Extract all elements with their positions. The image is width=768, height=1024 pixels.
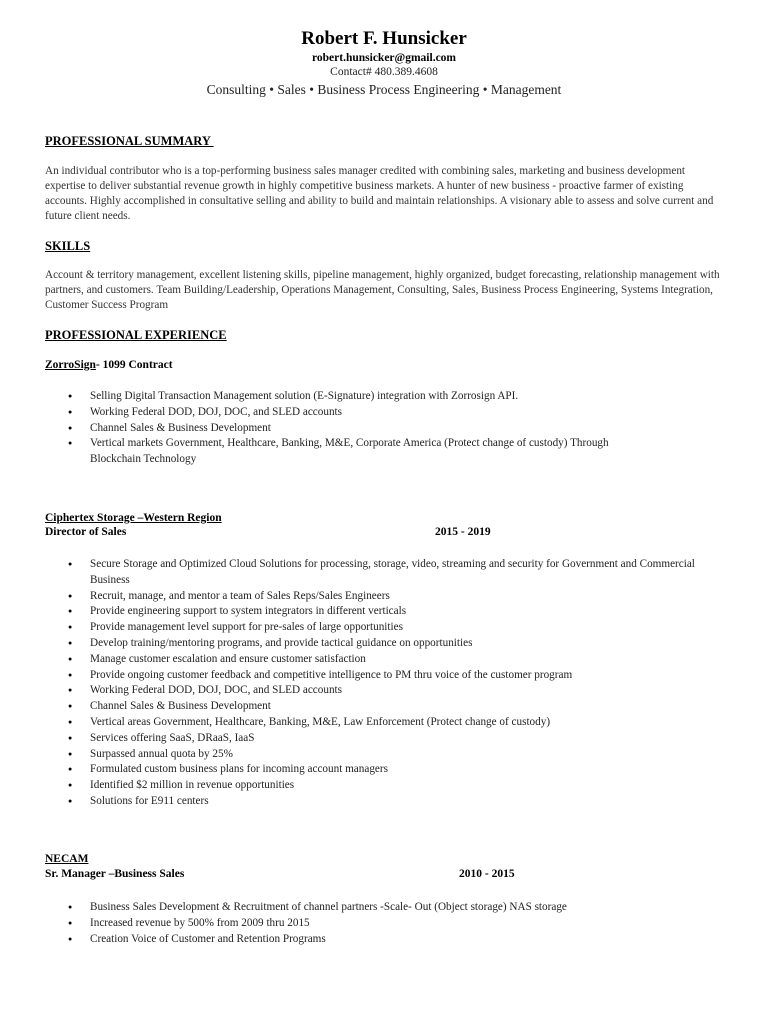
job-role: Director of Sales (45, 526, 127, 538)
list-item: ● Channel Sales & Business Development (68, 699, 718, 715)
list-item: ● Develop training/mentoring programs, and provide tactical guidance on opportunities (68, 636, 718, 652)
candidate-name: Robert F. Hunsicker (301, 28, 467, 49)
list-item: ● Provide ongoing customer feedback and competitive intelligence to PM thru voice of the customer program (68, 668, 718, 684)
job-dates: 2015 - 2019 (435, 526, 491, 538)
job-bullets-zorrosign (68, 389, 718, 468)
list-item: ● Vertical areas Government, Healthcare, Banking, M&E, Law Enforcement (Protect change of custody) (68, 715, 718, 731)
list-item: ● Selling Digital Transaction Management solution (E-Signature) integration with Zorrosign API. (68, 389, 718, 405)
list-item: ● Channel Sales & Business Development (68, 421, 718, 437)
list-item: ● Recruit, manage, and mentor a team of Sales Reps/Sales Engineers (68, 589, 718, 605)
job-company-necam (45, 853, 88, 865)
job-dates: 2010 - 2015 (459, 868, 515, 880)
job-role: Sr. Manager –Business Sales (45, 868, 185, 880)
list-item: ● Solutions for E911 centers (68, 794, 718, 810)
list-item: ● Manage customer escalation and ensure customer satisfaction (68, 652, 718, 668)
company-name: Ciphertex Storage –Western Region (45, 512, 222, 524)
email-address[interactable]: robert.hunsicker@gmail.com (312, 52, 456, 64)
list-item: ● Provide engineering support to system integrators in different verticals (68, 604, 718, 620)
job-company-ciphertex (45, 512, 222, 524)
list-item: ● Creation Voice of Customer and Retention Programs (68, 932, 718, 948)
tagline: Consulting • Sales • Business Process Engineering • Management (206, 82, 562, 97)
list-item: ● Formulated custom business plans for incoming account managers (68, 762, 718, 778)
list-item: ● Vertical markets Government, Healthcare, Banking, M&E, Corporate America (Protect change of custody) Through Blockchain Technology (68, 436, 650, 468)
list-item: ● Secure Storage and Optimized Cloud Solutions for processing, storage, video, streaming and security for Government and Commercial Business (68, 557, 718, 589)
list-item: ● Identified $2 million in revenue opportunities (68, 778, 718, 794)
list-item: ● Business Sales Development & Recruitment of channel partners -Scale- Out (Object storage) NAS storage (68, 900, 718, 916)
company-name: ZorroSign (45, 359, 96, 371)
list-item: ● Services offering SaaS, DRaaS, IaaS (68, 731, 718, 747)
job-bullets-ciphertex (68, 557, 718, 810)
list-item: ● Working Federal DOD, DOJ, DOC, and SLED accounts (68, 405, 718, 421)
list-item: ● Increased revenue by 500% from 2009 thru 2015 (68, 916, 718, 932)
experience-heading: PROFESSIONAL EXPERIENCE (45, 328, 227, 342)
company-suffix: - 1099 Contract (95, 359, 173, 371)
summary-text: An individual contributor who is a top-performing business sales manager credited with combining sales, marketing and business development expertise to deliver substantial revenue growth in highly competitive business markets. A hunter of new business - proactive farmer of existing accounts. Highly accomplished in consultative selling and ability to build and maintain relationships. A visionary able to assess and solve current and future client needs. (45, 165, 714, 222)
list-item: ● Working Federal DOD, DOJ, DOC, and SLED accounts (68, 683, 718, 699)
list-item: ● Provide management level support for pre-sales of large opportunities (68, 620, 718, 636)
company-name: NECAM (45, 853, 89, 865)
skills-text: Account & territory management, excellent listening skills, pipeline management, highly organized, budget forecasting, relationship management with partners, and customers. Team Building/Leadership, Operations Management, Consulting, Sales, Business Process Engineering, Systems Integration, Customer Success Program (45, 269, 720, 311)
contact-number: Contact# 480.389.4608 (330, 66, 438, 78)
job-company-zorrosign (45, 359, 173, 371)
summary-heading: PROFESSIONAL SUMMARY (45, 134, 214, 148)
list-item: ● Surpassed annual quota by 25% (68, 747, 718, 763)
job-bullets-necam (68, 900, 718, 947)
skills-heading: SKILLS (45, 239, 91, 253)
